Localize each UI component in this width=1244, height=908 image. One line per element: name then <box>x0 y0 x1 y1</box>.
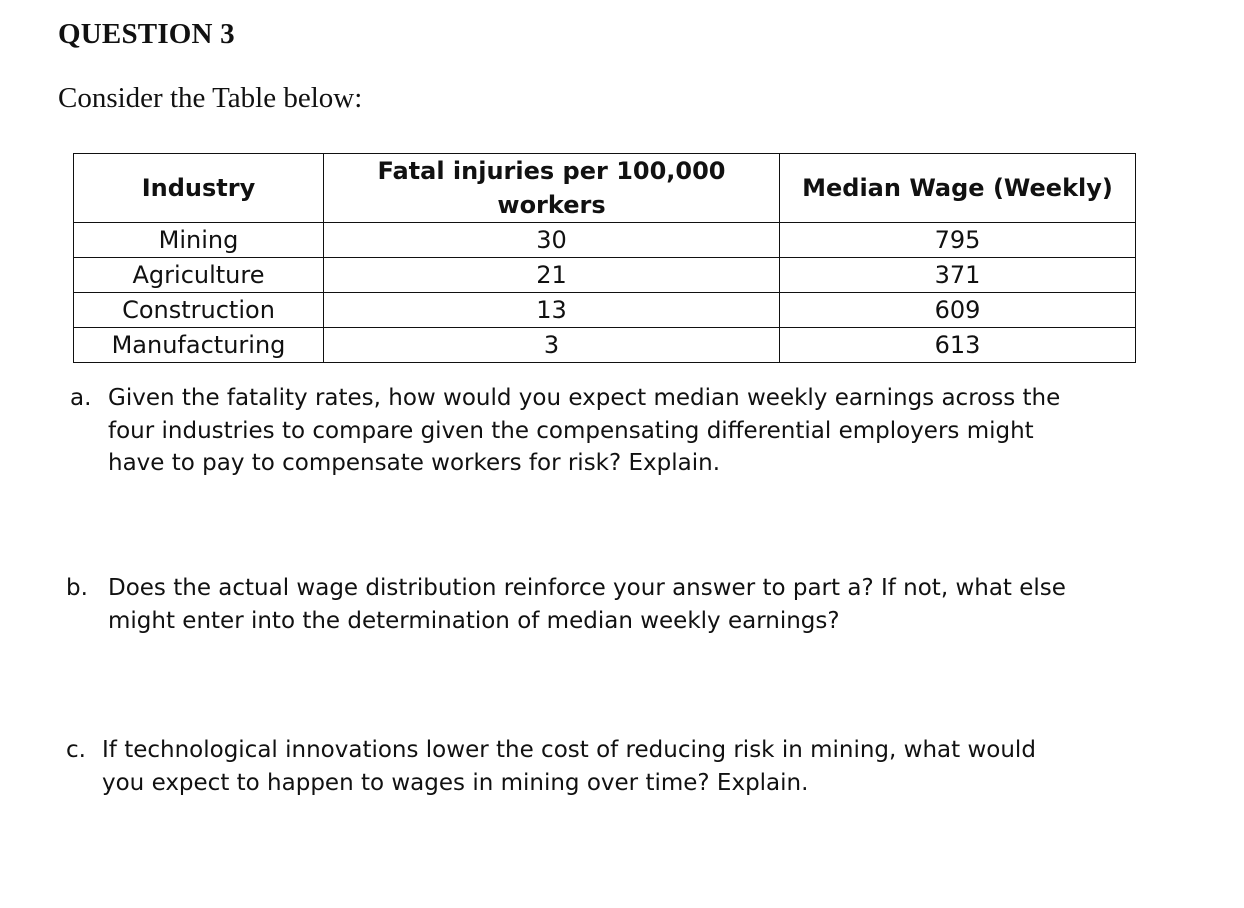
intro-text: Consider the Table below: <box>58 82 363 114</box>
cell-median-wage: 795 <box>780 223 1136 258</box>
cell-median-wage: 613 <box>780 328 1136 363</box>
question-heading: QUESTION 3 <box>58 18 235 50</box>
cell-industry: Construction <box>74 293 324 328</box>
question-text: If technological innovations lower the cost of reducing risk in mining, what would you expect to happen to wages in mining over time? Explain. <box>102 737 1036 796</box>
cell-fatal-injuries: 30 <box>324 223 780 258</box>
cell-fatal-injuries: 13 <box>324 293 780 328</box>
header-industry: Industry <box>74 154 324 223</box>
cell-industry: Mining <box>74 223 324 258</box>
header-median-wage: Median Wage (Weekly) <box>780 154 1136 223</box>
question-marker: b. <box>66 575 88 601</box>
table-row <box>74 328 1136 363</box>
table-row <box>74 223 1136 258</box>
question-marker: a. <box>70 385 92 411</box>
question-marker: c. <box>66 737 86 763</box>
question-text: Given the fatality rates, how would you expect median weekly earnings across the four industries to compare given the compensating differential employers might have to pay to compensate workers for risk? Explain. <box>108 385 1061 476</box>
question-b <box>66 572 1076 637</box>
header-fatal-injuries: Fatal injuries per 100,000 workers <box>324 154 780 223</box>
cell-industry: Manufacturing <box>74 328 324 363</box>
cell-median-wage: 609 <box>780 293 1136 328</box>
cell-industry: Agriculture <box>74 258 324 293</box>
question-c <box>66 734 1066 799</box>
question-text: Does the actual wage distribution reinforce your answer to part a? If not, what else might enter into the determination of median weekly earnings? <box>108 575 1066 634</box>
cell-fatal-injuries: 3 <box>324 328 780 363</box>
cell-median-wage: 371 <box>780 258 1136 293</box>
table-row <box>74 258 1136 293</box>
question-a <box>70 382 1070 480</box>
table-row <box>74 293 1136 328</box>
cell-fatal-injuries: 21 <box>324 258 780 293</box>
industry-table <box>73 153 1136 363</box>
table-header-row <box>74 154 1136 223</box>
